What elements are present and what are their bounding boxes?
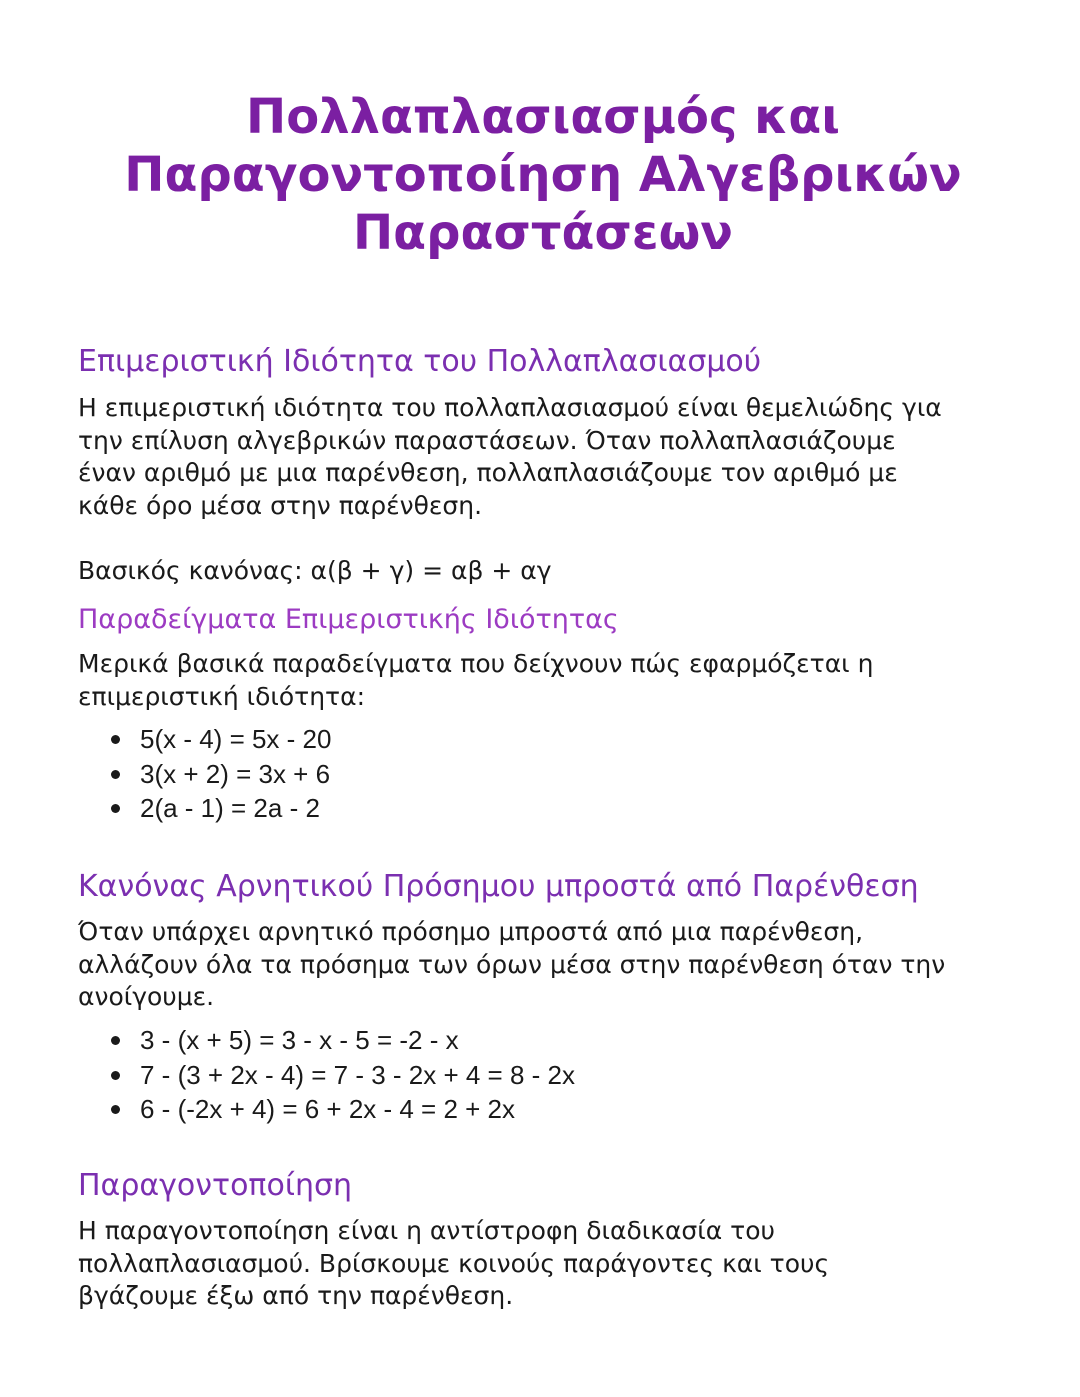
paragraph-line: ανοίγουμε.	[78, 982, 215, 1011]
paragraph-line: αλλάζουν όλα τα πρόσημα των όρων μέσα στην παρένθεση όταν την	[78, 949, 946, 979]
list-item	[78, 1058, 575, 1093]
bullet-icon	[111, 1105, 120, 1114]
title-line: Παραγοντοποίηση Αλγεβρικών	[124, 147, 962, 203]
negative-sign-list	[78, 1023, 575, 1127]
list-item	[78, 722, 331, 757]
paragraph-line: Όταν υπάρχει αρνητικό πρόσημο μπροστά από μια παρένθεση,	[78, 917, 864, 946]
paragraph-line: επιμεριστική ιδιότητα:	[78, 681, 366, 711]
list-item-text: 5(x - 4) = 5x - 20	[140, 724, 332, 754]
list-item-text: 7 - (3 + 2x - 4) = 7 - 3 - 2x + 4 = 8 - 2x	[140, 1059, 575, 1090]
distributive-rule	[78, 555, 1008, 588]
list-item-text: 3 - (x + 5) = 3 - x - 5 = -2 - x	[140, 1025, 459, 1055]
list-item	[78, 1023, 575, 1058]
list-item	[78, 757, 331, 792]
bullet-icon	[111, 770, 120, 779]
paragraph-line: Η παραγοντοποίηση είναι η αντίστροφη διαδικασία του	[78, 1216, 775, 1245]
page-title	[78, 88, 1008, 262]
section-heading-negative-sign: Κανόνας Αρνητικού Πρόσημου μπροστά από Παρένθεση	[78, 869, 919, 904]
list-item-text: 3(x + 2) = 3x + 6	[140, 758, 331, 789]
section-heading-examples: Παραδείγματα Επιμεριστικής Ιδιότητας	[78, 604, 619, 635]
list-item-text: 6 - (-2x + 4) = 6 + 2x - 4 = 2 + 2x	[140, 1094, 516, 1124]
title-line: Πολλαπλασιασμός και	[246, 89, 840, 145]
section-heading-factoring: Παραγοντοποίηση	[78, 1168, 353, 1203]
paragraph-line: Μερικά βασικά παραδείγματα που δείχνουν πώς εφαρμόζεται η	[78, 649, 874, 678]
bullet-icon	[111, 804, 120, 813]
distributive-paragraph	[78, 392, 1008, 522]
bullet-icon	[111, 735, 120, 744]
paragraph-line: έναν αριθμό με μια παρένθεση, πολλαπλασιάζουμε τον αριθμό με	[78, 458, 898, 487]
negative-sign-paragraph	[78, 916, 1008, 1014]
rule-text: Βασικός κανόνας: α(β + γ) = αβ + αγ	[78, 556, 552, 585]
examples-list	[78, 722, 331, 826]
paragraph-line: την επίλυση αλγεβρικών παραστάσεων. Όταν πολλαπλασιάζουμε	[78, 425, 896, 455]
paragraph-line: Η επιμεριστική ιδιότητα του πολλαπλασιασμού είναι θεμελιώδης για	[78, 393, 942, 422]
paragraph-line: κάθε όρο μέσα στην παρένθεση.	[78, 490, 483, 520]
title-line: Παραστάσεων	[353, 205, 733, 261]
list-item	[78, 1092, 575, 1127]
section-heading-distributive: Επιμεριστική Ιδιότητα του Πολλαπλασιασμού	[78, 344, 762, 379]
examples-paragraph	[78, 648, 1008, 713]
paragraph-line: βγάζουμε έξω από την παρένθεση.	[78, 1281, 514, 1310]
list-item	[78, 791, 331, 826]
bullet-icon	[111, 1071, 120, 1080]
factoring-paragraph	[78, 1215, 1008, 1313]
list-item-text: 2(a - 1) = 2a - 2	[140, 793, 320, 823]
bullet-icon	[111, 1036, 120, 1045]
paragraph-line: πολλαπλασιασμού. Βρίσκουμε κοινούς παράγοντες και τους	[78, 1248, 830, 1278]
